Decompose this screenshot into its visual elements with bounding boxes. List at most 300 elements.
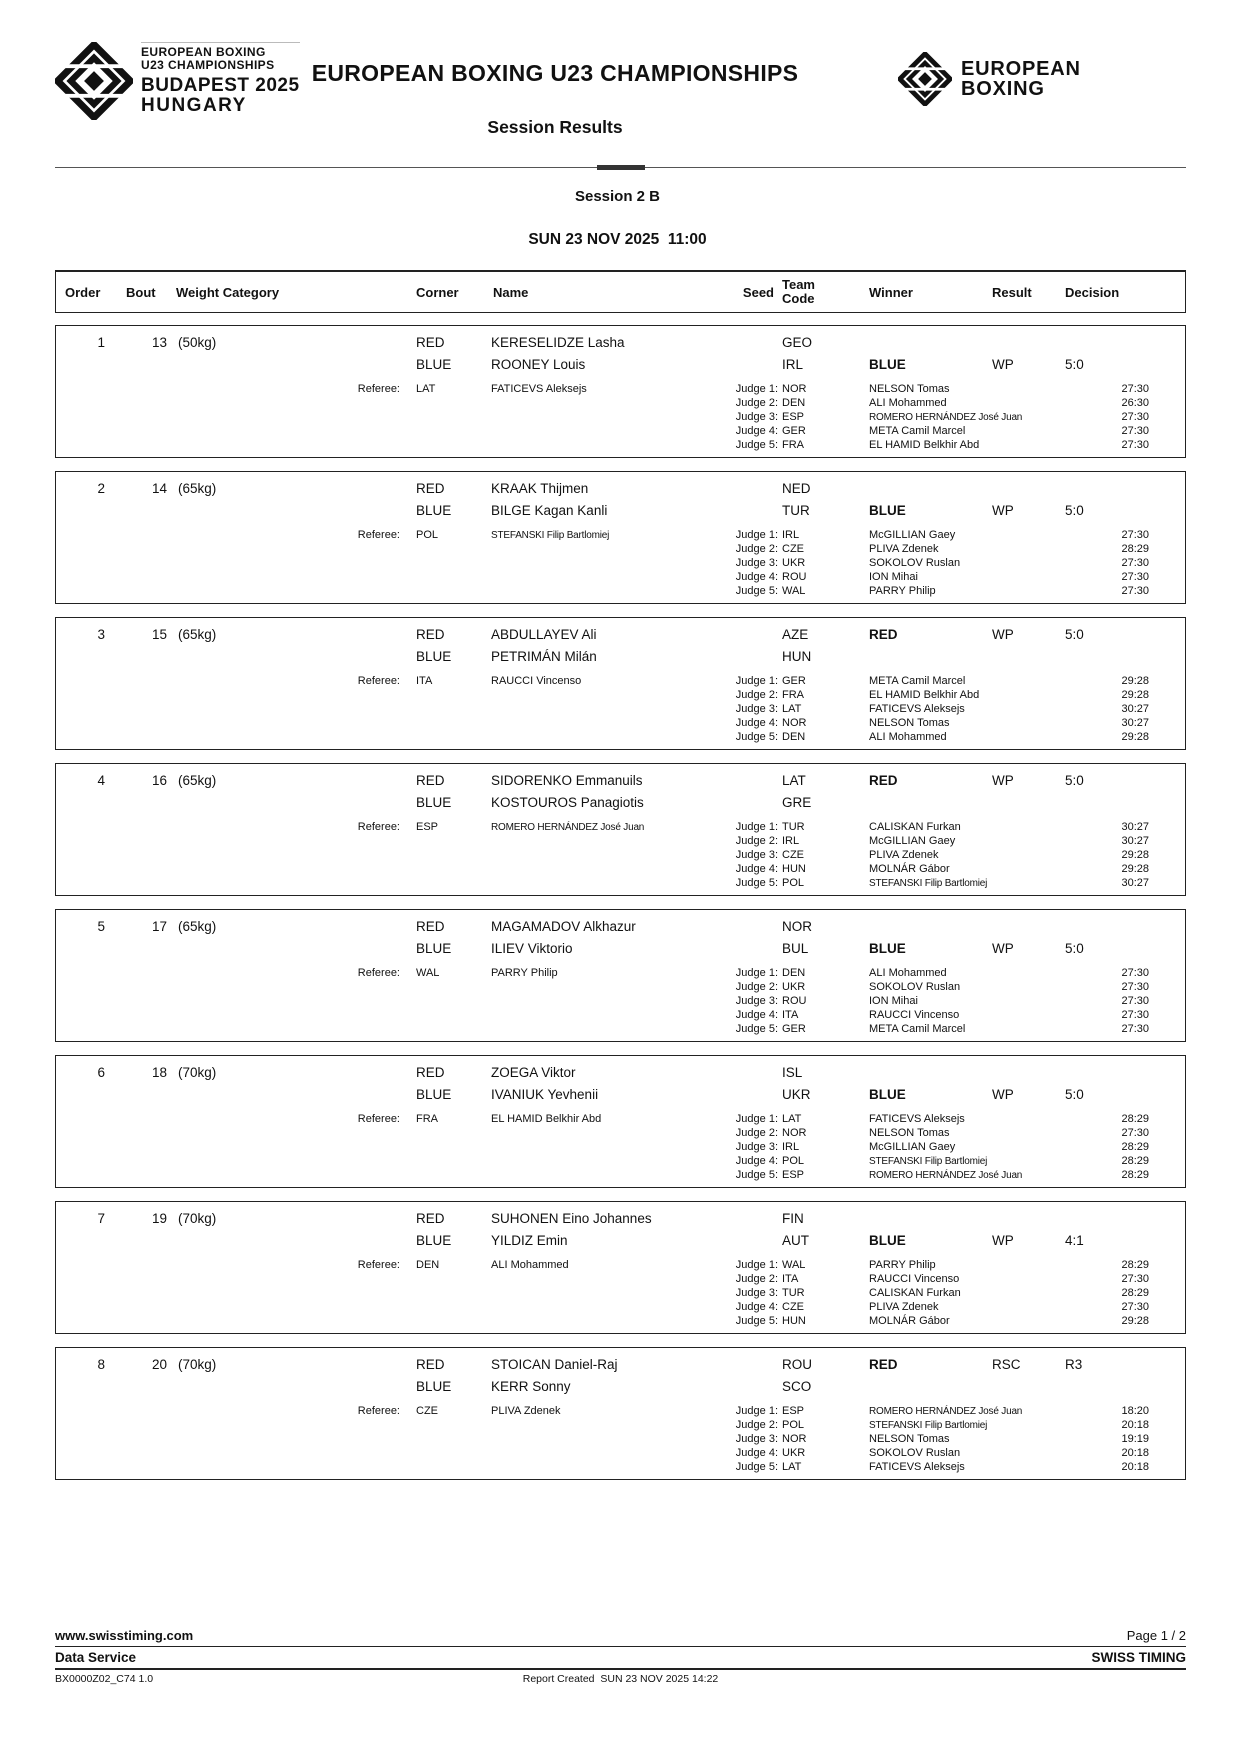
blue-boxer-name: ILIEV Viktorio	[491, 940, 573, 956]
winner-value: RED	[869, 772, 898, 788]
corner-blue-label: BLUE	[416, 940, 452, 956]
judge-country: NOR	[782, 383, 807, 395]
bout-number: 13	[151, 334, 167, 350]
judge-row	[56, 542, 1185, 556]
document-code: BX0000Z02_C74 1.0	[55, 1673, 154, 1685]
judge-label: Judge 5:	[735, 1169, 778, 1181]
judge-name: PLIVA Zdenek	[869, 849, 939, 861]
judge-country: DEN	[782, 731, 806, 743]
judge-row	[56, 820, 1185, 834]
judge-score: 18:20	[1121, 1405, 1149, 1417]
blue-team-code: UKR	[782, 1086, 811, 1102]
judge-label: Judge 5:	[735, 1461, 778, 1473]
judge-name: PARRY Philip	[869, 585, 936, 597]
corner-blue-label: BLUE	[416, 648, 452, 664]
judge-score: 29:28	[1121, 863, 1149, 875]
bout-number: 18	[151, 1064, 167, 1080]
bout-card	[55, 1201, 1186, 1334]
blue-team-code: HUN	[782, 648, 812, 664]
judge-row	[56, 1154, 1185, 1168]
judge-score: 29:28	[1121, 731, 1149, 743]
judge-score: 26:30	[1121, 397, 1149, 409]
weight-category: (65kg)	[178, 626, 217, 642]
website-link: www.swisstiming.com	[55, 1628, 194, 1643]
judge-name: McGILLIAN Gaey	[869, 529, 956, 541]
decision-value: 4:1	[1065, 1232, 1084, 1248]
corner-blue-label: BLUE	[416, 502, 452, 518]
referee-label: Referee:	[357, 1259, 400, 1271]
judge-country: LAT	[782, 703, 802, 715]
referee-name: ROMERO HERNÁNDEZ José Juan	[491, 821, 645, 833]
judge-label: Judge 1:	[735, 821, 778, 833]
judge-row	[56, 1404, 1185, 1418]
judge-label: Judge 3:	[735, 1141, 778, 1153]
report-subtitle: Session Results	[487, 117, 623, 137]
judge-row	[56, 994, 1185, 1008]
judge-label: Judge 3:	[735, 1433, 778, 1445]
bout-order: 8	[97, 1356, 105, 1372]
judge-score: 28:29	[1121, 1113, 1149, 1125]
judge-row	[56, 584, 1185, 598]
red-team-code: LAT	[782, 772, 806, 788]
bout-order: 5	[97, 918, 105, 934]
judge-country: DEN	[782, 967, 806, 979]
judge-row	[56, 730, 1185, 744]
judge-row	[56, 1446, 1185, 1460]
red-team-code: NED	[782, 480, 811, 496]
judge-row	[56, 1126, 1185, 1140]
corner-blue-label: BLUE	[416, 1086, 452, 1102]
red-boxer-name: KRAAK Thijmen	[491, 480, 589, 496]
bout-blue-row	[56, 499, 1185, 521]
corner-red-label: RED	[416, 1064, 445, 1080]
result-value: WP	[992, 1232, 1014, 1248]
judge-row	[56, 1258, 1185, 1272]
judge-row	[56, 674, 1185, 688]
judge-row	[56, 966, 1185, 980]
judge-row	[56, 570, 1185, 584]
logo-left-line2: U23 CHAMPIONSHIPS	[141, 58, 275, 72]
judge-row	[56, 1008, 1185, 1022]
judge-country: WAL	[782, 1259, 806, 1271]
judge-name: META Camil Marcel	[869, 425, 966, 437]
judge-country: ITA	[782, 1273, 799, 1285]
corner-red-label: RED	[416, 1210, 445, 1226]
judge-country: HUN	[782, 863, 806, 875]
judge-row	[56, 556, 1185, 570]
judge-score: 28:29	[1121, 1141, 1149, 1153]
winner-value: BLUE	[869, 1232, 906, 1248]
blue-boxer-name: PETRIMÁN Milán	[491, 648, 597, 664]
judge-country: POL	[782, 1419, 805, 1431]
judge-label: Judge 1:	[735, 1113, 778, 1125]
decision-value: R3	[1065, 1356, 1083, 1372]
bout-card	[55, 909, 1186, 1042]
judge-row	[56, 410, 1185, 424]
column-result: Result	[992, 284, 1032, 300]
result-value: WP	[992, 1086, 1014, 1102]
bout-blue-row	[56, 1083, 1185, 1105]
judge-score: 30:27	[1121, 717, 1149, 729]
judge-row	[56, 834, 1185, 848]
judge-country: NOR	[782, 1127, 807, 1139]
bout-red-row	[56, 915, 1185, 937]
winner-value: RED	[869, 1356, 898, 1372]
judge-label: Judge 4:	[735, 863, 778, 875]
red-team-code: NOR	[782, 918, 812, 934]
judge-country: GER	[782, 425, 806, 437]
judge-country: UKR	[782, 981, 806, 993]
judge-label: Judge 1:	[735, 383, 778, 395]
judge-label: Judge 5:	[735, 1315, 778, 1327]
weight-category: (65kg)	[178, 480, 217, 496]
judge-row	[56, 1168, 1185, 1182]
logo-left-line4: HUNGARY	[141, 95, 247, 116]
judge-score: 27:30	[1121, 411, 1149, 423]
judge-label: Judge 4:	[735, 717, 778, 729]
judge-row	[56, 382, 1185, 396]
column-team-code-line1: Team	[782, 276, 815, 292]
judge-country: ESP	[782, 411, 805, 423]
logo-right-line1: EUROPEAN	[961, 58, 1081, 80]
judge-row	[56, 1314, 1185, 1328]
bout-red-row	[56, 623, 1185, 645]
result-value: RSC	[992, 1356, 1021, 1372]
referee-label: Referee:	[357, 1405, 400, 1417]
judge-name: McGILLIAN Gaey	[869, 1141, 956, 1153]
judge-label: Judge 2:	[735, 689, 778, 701]
judge-label: Judge 2:	[735, 543, 778, 555]
weight-category: (70kg)	[178, 1210, 217, 1226]
decision-value: 5:0	[1065, 626, 1084, 642]
judge-row	[56, 848, 1185, 862]
result-value: WP	[992, 626, 1014, 642]
judge-label: Judge 1:	[735, 1259, 778, 1271]
corner-blue-label: BLUE	[416, 1232, 452, 1248]
judge-row	[56, 1112, 1185, 1126]
bout-card	[55, 617, 1186, 750]
referee-name: STEFANSKI Filip Bartlomiej	[491, 529, 610, 541]
judge-country: UKR	[782, 557, 806, 569]
weight-category: (70kg)	[178, 1064, 217, 1080]
corner-red-label: RED	[416, 334, 445, 350]
bout-blue-row	[56, 1229, 1185, 1251]
blue-boxer-name: IVANIUK Yevhenii	[491, 1086, 599, 1102]
judge-row	[56, 438, 1185, 452]
judge-label: Judge 5:	[735, 731, 778, 743]
referee-name: EL HAMID Belkhir Abd	[491, 1113, 602, 1125]
judge-label: Judge 4:	[735, 1447, 778, 1459]
referee-label: Referee:	[357, 383, 400, 395]
bout-red-row	[56, 769, 1185, 791]
weight-category: (65kg)	[178, 772, 217, 788]
judge-score: 20:18	[1121, 1419, 1149, 1431]
judge-label: Judge 3:	[735, 1287, 778, 1299]
bout-red-row	[56, 1353, 1185, 1375]
separator-line	[55, 167, 1186, 168]
judge-country: TUR	[782, 821, 805, 833]
judge-score: 28:29	[1121, 1287, 1149, 1299]
judge-country: ROU	[782, 571, 807, 583]
event-logo-right	[898, 52, 1081, 106]
column-weight: Weight Category	[176, 284, 280, 300]
blue-boxer-name: YILDIZ Emin	[491, 1232, 568, 1248]
referee-name: ALI Mohammed	[491, 1259, 569, 1271]
judge-name: MOLNÁR Gábor	[869, 1315, 950, 1327]
bout-list	[55, 325, 1186, 1480]
referee-label: Referee:	[357, 821, 400, 833]
judge-name: STEFANSKI Filip Bartlomiej	[869, 877, 988, 889]
judge-name: ROMERO HERNÁNDEZ José Juan	[869, 1169, 1023, 1181]
judge-row	[56, 1272, 1185, 1286]
red-team-code: FIN	[782, 1210, 804, 1226]
judge-label: Judge 4:	[735, 571, 778, 583]
judge-row	[56, 396, 1185, 410]
judge-name: EL HAMID Belkhir Abd	[869, 689, 980, 701]
judge-score: 20:18	[1121, 1461, 1149, 1473]
judge-row	[56, 688, 1185, 702]
judge-score: 27:30	[1121, 1009, 1149, 1021]
red-boxer-name: SIDORENKO Emmanuils	[491, 772, 643, 788]
judge-name: NELSON Tomas	[869, 717, 950, 729]
judge-name: NELSON Tomas	[869, 1127, 950, 1139]
red-team-code: AZE	[782, 626, 809, 642]
judge-row	[56, 1432, 1185, 1446]
judge-country: LAT	[782, 1113, 802, 1125]
decision-value: 5:0	[1065, 772, 1084, 788]
judge-country: NOR	[782, 717, 807, 729]
judge-label: Judge 4:	[735, 1301, 778, 1313]
judge-label: Judge 5:	[735, 585, 778, 597]
referee-country: ESP	[416, 821, 439, 833]
judge-name: NELSON Tomas	[869, 383, 950, 395]
judge-country: GER	[782, 1023, 806, 1035]
session-name: Session 2 B	[574, 188, 661, 205]
judge-country: CZE	[782, 543, 804, 555]
bout-red-row	[56, 331, 1185, 353]
corner-red-label: RED	[416, 1356, 445, 1372]
referee-country: FRA	[416, 1113, 438, 1125]
decision-value: 5:0	[1065, 356, 1084, 372]
referee-country: CZE	[416, 1405, 438, 1417]
judge-name: ION Mihai	[869, 995, 918, 1007]
footer	[55, 1628, 1186, 1685]
judge-country: UKR	[782, 1447, 806, 1459]
judge-label: Judge 2:	[735, 397, 778, 409]
corner-red-label: RED	[416, 772, 445, 788]
judge-label: Judge 2:	[735, 981, 778, 993]
referee-label: Referee:	[357, 675, 400, 687]
blue-boxer-name: BILGE Kagan Kanli	[491, 502, 608, 518]
judge-row	[56, 1418, 1185, 1432]
bout-card	[55, 1347, 1186, 1480]
judge-country: NOR	[782, 1433, 807, 1445]
judge-name: FATICEVS Aleksejs	[869, 1461, 965, 1473]
judge-score: 29:28	[1121, 849, 1149, 861]
bout-red-row	[56, 1061, 1185, 1083]
judge-score: 27:30	[1121, 981, 1149, 993]
judge-score: 29:28	[1121, 1315, 1149, 1327]
judge-label: Judge 2:	[735, 1127, 778, 1139]
judge-score: 27:30	[1121, 967, 1149, 979]
bout-blue-row	[56, 353, 1185, 375]
judge-country: ESP	[782, 1405, 805, 1417]
corner-red-label: RED	[416, 480, 445, 496]
judge-row	[56, 862, 1185, 876]
column-bout: Bout	[126, 284, 156, 300]
judge-label: Judge 3:	[735, 411, 778, 423]
result-value: WP	[992, 772, 1014, 788]
swiss-timing-label: SWISS TIMING	[1091, 1650, 1186, 1665]
bout-order: 6	[97, 1064, 105, 1080]
judge-row	[56, 1022, 1185, 1036]
judge-row	[56, 528, 1185, 542]
judge-score: 27:30	[1121, 529, 1149, 541]
bout-card	[55, 1055, 1186, 1188]
blue-boxer-name: KERR Sonny	[491, 1378, 571, 1394]
bout-red-row	[56, 477, 1185, 499]
judge-score: 27:30	[1121, 1023, 1149, 1035]
bout-order: 4	[97, 772, 105, 788]
report-created: Report Created SUN 23 NOV 2025 14:22	[522, 1673, 719, 1685]
weight-category: (50kg)	[178, 334, 217, 350]
judge-name: MOLNÁR Gábor	[869, 863, 950, 875]
judge-name: EL HAMID Belkhir Abd	[869, 439, 980, 451]
judge-label: Judge 1:	[735, 529, 778, 541]
blue-team-code: GRE	[782, 794, 812, 810]
judge-score: 28:29	[1121, 1155, 1149, 1167]
judge-name: SOKOLOV Ruslan	[869, 557, 961, 569]
winner-value: RED	[869, 626, 898, 642]
result-value: WP	[992, 502, 1014, 518]
referee-country: ITA	[416, 675, 433, 687]
judge-name: PLIVA Zdenek	[869, 543, 939, 555]
judge-score: 30:27	[1121, 821, 1149, 833]
judge-name: ALI Mohammed	[869, 967, 947, 979]
bout-number: 19	[151, 1210, 167, 1226]
judge-row	[56, 980, 1185, 994]
column-name: Name	[493, 284, 529, 300]
data-service-label: Data Service	[55, 1650, 137, 1665]
blue-boxer-name: KOSTOUROS Panagiotis	[491, 794, 644, 810]
referee-country: LAT	[416, 383, 436, 395]
judge-name: META Camil Marcel	[869, 1023, 966, 1035]
judge-name: McGILLIAN Gaey	[869, 835, 956, 847]
judge-name: PLIVA Zdenek	[869, 1301, 939, 1313]
bout-number: 15	[151, 626, 167, 642]
judge-name: ROMERO HERNÁNDEZ José Juan	[869, 411, 1023, 423]
bout-number: 14	[151, 480, 167, 496]
judge-score: 27:30	[1121, 1273, 1149, 1285]
blue-team-code: SCO	[782, 1378, 812, 1394]
column-decision: Decision	[1065, 284, 1120, 300]
logo-right-line2: BOXING	[961, 78, 1045, 100]
red-boxer-name: SUHONEN Eino Johannes	[491, 1210, 652, 1226]
judge-score: 27:30	[1121, 425, 1149, 437]
bout-red-row	[56, 1207, 1185, 1229]
red-team-code: ROU	[782, 1356, 812, 1372]
judge-score: 27:30	[1121, 439, 1149, 451]
referee-label: Referee:	[357, 967, 400, 979]
column-winner: Winner	[869, 284, 913, 300]
referee-name: PARRY Philip	[491, 967, 558, 979]
weight-category: (70kg)	[178, 1356, 217, 1372]
judge-label: Judge 3:	[735, 849, 778, 861]
judge-name: FATICEVS Aleksejs	[869, 703, 965, 715]
judge-row	[56, 1300, 1185, 1314]
judge-score: 28:29	[1121, 1169, 1149, 1181]
referee-country: POL	[416, 529, 439, 541]
blue-team-code: TUR	[782, 502, 810, 518]
judge-score: 27:30	[1121, 571, 1149, 583]
referee-country: DEN	[416, 1259, 440, 1271]
judge-name: PARRY Philip	[869, 1259, 936, 1271]
bout-number: 20	[151, 1356, 167, 1372]
column-team-code	[782, 278, 869, 307]
winner-value: BLUE	[869, 940, 906, 956]
red-team-code: ISL	[782, 1064, 803, 1080]
referee-name: PLIVA Zdenek	[491, 1405, 561, 1417]
judge-score: 28:29	[1121, 1259, 1149, 1271]
column-order: Order	[65, 284, 101, 300]
logo-left-line1: EUROPEAN BOXING	[141, 45, 266, 59]
referee-label: Referee:	[357, 529, 400, 541]
judge-label: Judge 4:	[735, 1155, 778, 1167]
judge-label: Judge 1:	[735, 675, 778, 687]
judge-label: Judge 4:	[735, 1009, 778, 1021]
judge-score: 29:28	[1121, 675, 1149, 687]
bout-card	[55, 763, 1186, 896]
judge-name: STEFANSKI Filip Bartlomiej	[869, 1155, 988, 1167]
judge-score: 27:30	[1121, 995, 1149, 1007]
judge-country: POL	[782, 1155, 805, 1167]
winner-value: BLUE	[869, 356, 906, 372]
result-value: WP	[992, 356, 1014, 372]
judge-score: 28:29	[1121, 543, 1149, 555]
red-boxer-name: ABDULLAYEV Ali	[491, 626, 597, 642]
red-boxer-name: STOICAN Daniel-Raj	[491, 1356, 618, 1372]
judge-country: POL	[782, 877, 805, 889]
blue-team-code: IRL	[782, 356, 804, 372]
judge-country: GER	[782, 675, 806, 687]
judge-score: 30:27	[1121, 835, 1149, 847]
referee-label: Referee:	[357, 1113, 400, 1125]
judge-label: Judge 3:	[735, 995, 778, 1007]
judge-country: IRL	[782, 835, 800, 847]
red-boxer-name: KERESELIDZE Lasha	[491, 334, 625, 350]
judge-country: LAT	[782, 1461, 802, 1473]
bout-blue-row	[56, 937, 1185, 959]
blue-team-code: BUL	[782, 940, 809, 956]
judge-name: RAUCCI Vincenso	[869, 1273, 960, 1285]
judge-name: ALI Mohammed	[869, 731, 947, 743]
bout-card	[55, 471, 1186, 604]
judge-score: 27:30	[1121, 1301, 1149, 1313]
judge-label: Judge 5:	[735, 877, 778, 889]
bout-number: 16	[151, 772, 167, 788]
judge-score: 27:30	[1121, 557, 1149, 569]
referee-name: FATICEVS Aleksejs	[491, 383, 587, 395]
red-boxer-name: ZOEGA Viktor	[491, 1064, 576, 1080]
judge-country: ESP	[782, 1169, 805, 1181]
judge-name: FATICEVS Aleksejs	[869, 1113, 965, 1125]
referee-country: WAL	[416, 967, 440, 979]
judge-country: DEN	[782, 397, 806, 409]
judge-country: HUN	[782, 1315, 806, 1327]
results-table-header	[55, 270, 1186, 313]
corner-red-label: RED	[416, 626, 445, 642]
judge-label: Judge 1:	[735, 967, 778, 979]
